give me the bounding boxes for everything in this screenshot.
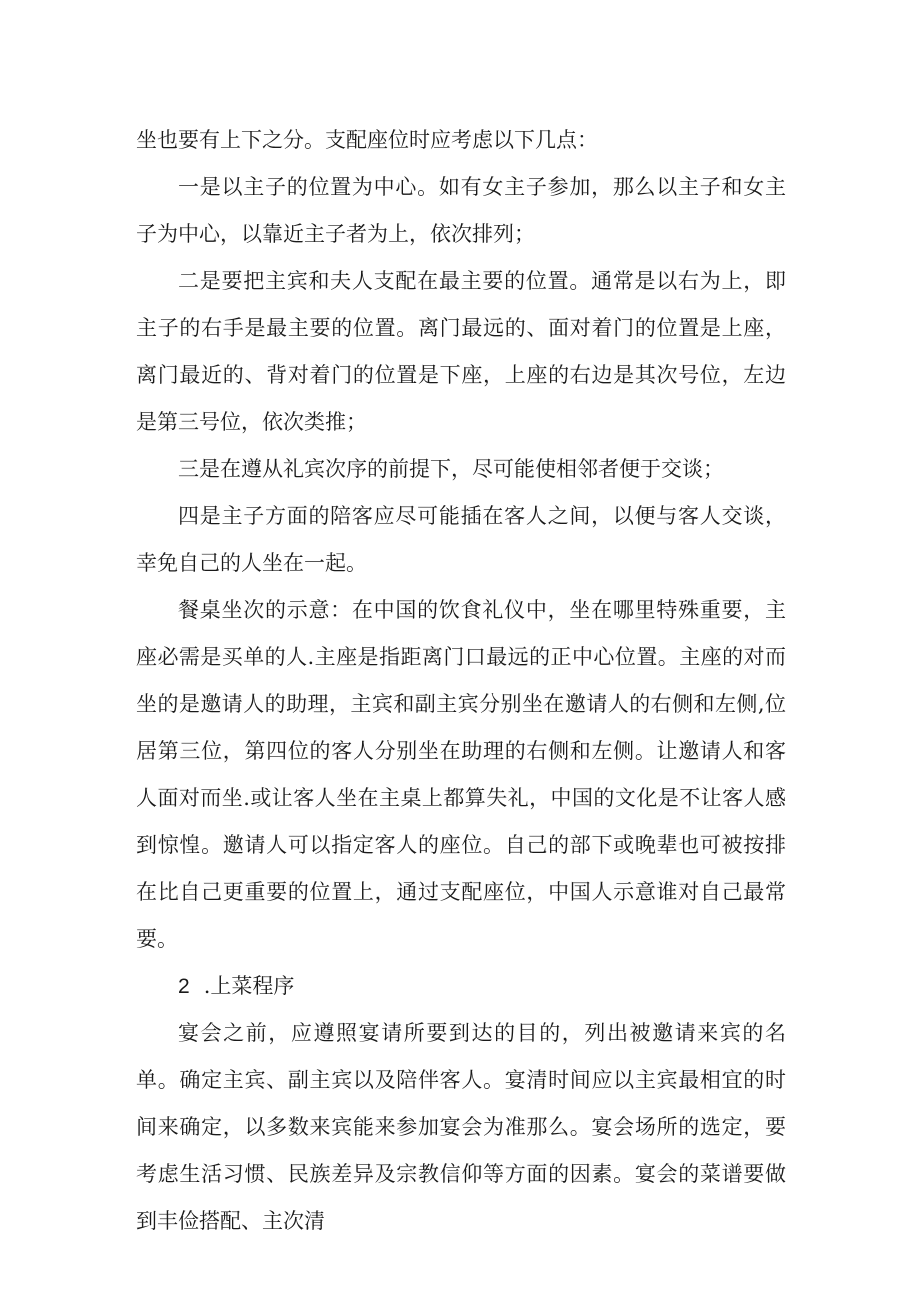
- paragraph-point-four: 四是主子方面的陪客应尽可能插在客人之间，以便与客人交谈，幸免自己的人坐在一起。: [136, 504, 786, 575]
- paragraph-point-one: 一是以主子的位置为中心。如有女主子参加，那么以主子和女主子为中心，以靠近主子者为上，依次排列；: [136, 175, 786, 246]
- paragraph-point-three: 三是在遵从礼宾次序的前提下，尽可能使相邻者便于交谈；: [178, 457, 724, 481]
- document-body: [136, 117, 786, 1245]
- paragraph-point-two: 二是要把主宾和夫人支配在最主要的位置。通常是以右为上，即主子的右手是最主要的位置。离门最远的、面对着门的位置是上座，离门最近的、背对着门的位置是下座，上座的右边是其次号位，左边是第三号位，依次类推；: [136, 269, 786, 434]
- section-number: 2: [178, 975, 190, 998]
- paragraph-seating-diagram: 餐桌坐次的示意：在中国的饮食礼仪中，坐在哪里特殊重要，主座必需是买单的人.主座是指距离门口最远的正中心位置。主座的对而坐的是邀请人的助理，主宾和副主宾分别坐在邀请人的右侧和左侧,位居第三位，第四位的客人分别坐在助理的右侧和左侧。让邀请人和客人面对而坐.或让客人坐在主桌上都算失礼，中国的文化是不让客人感到惊惶。邀请人可以指定客人的座位。自己的部下或晚辈也可被按排在比自己更重要的位置上，通过支配座位，中国人示意谁对自己最常要。: [136, 598, 786, 951]
- section-title: .上菜程序: [203, 974, 295, 998]
- paragraph-banquet-prep: 宴会之前，应遵照宴请所要到达的目的，列出被邀请来宾的名单。确定主宾、副主宾以及陪伴客人。宴清时间应以主宾最相宜的时间来确定，以多数来宾能来参加宴会为准那么。宴会场所的选定，要考虑生活习惯、民族差异及宗教信仰等方面的因素。宴会的菜谱要做到丰俭搭配、主次清: [136, 1021, 786, 1233]
- section-heading: [136, 963, 786, 1010]
- paragraph-seating-intro: 坐也要有上下之分。支配座位时应考虑以下几点：: [136, 128, 598, 152]
